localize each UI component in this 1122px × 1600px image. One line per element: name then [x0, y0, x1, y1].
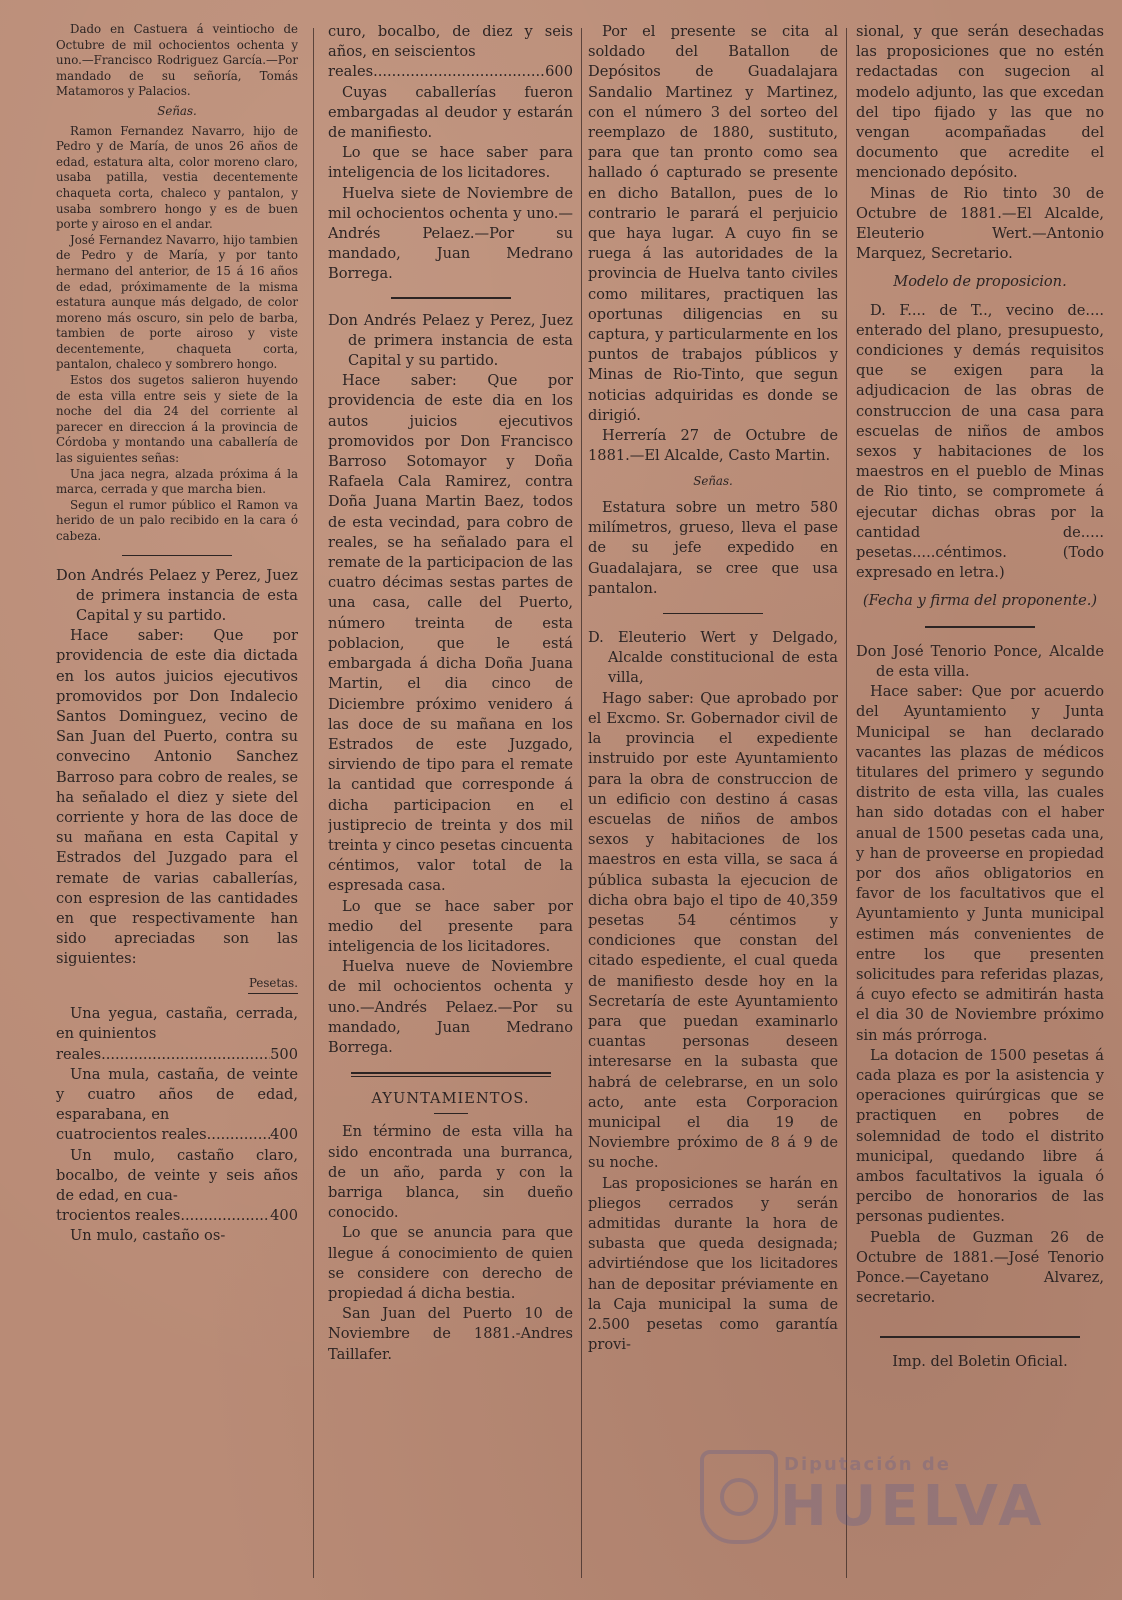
- notice-body: Hace saber: Que por providencia de este dia dictada en los autos juicios ejecutivos promovidos por Don Indalecio Santos Dominguez, vecino de San Juan del Puerto, contra su convecino Antonio Sanchez Barroso para cobro de reales, se ha señalado el diez y siete del corriente y hora de las doce de su mañana en esta Capital y Estrados del Juzgado para el remate de varias caballerías, con espresion de las cantidades en que respectivamente han sido apreciadas son las siguientes:: [56, 627, 298, 968]
- price-line: cuatrocientos reales ..... 400: [56, 1125, 298, 1145]
- description-paragraph: José Fernandez Navarro, hijo tambien de Pedro y de María, y por tanto hermano del anterior, de 15 á 16 años de edad, próximamente de la misma estatura aunque más delgado, de color moreno más oscuro, sin pelo de barba, tambien de porte airoso y viste decentemente, chaqueta corta, pantalon, chaleco y sombrero hongo.: [56, 232, 298, 372]
- section-heading: Señas.: [157, 103, 197, 118]
- notice-body: Lo que se hace saber por medio del presente para inteligencia de los licitadores.: [328, 897, 573, 955]
- notice-signature: Minas de Rio tinto 30 de Octubre de 1881.—El Alcalde, Eleuterio Wert.—Antonio Marquez, Secretario.: [856, 184, 1104, 263]
- separator: [351, 1072, 551, 1074]
- item-text: Una mula, castaña, de veinte y cuatro años de edad, esparabana, en: [56, 1065, 298, 1124]
- signature-placeholder: (Fecha y firma del proponente.): [862, 592, 1098, 610]
- description-paragraph: Ramon Fernandez Navarro, hijo de Pedro y de María, de unos 26 años de edad, estatura alta, color moreno claro, usaba patilla, vestia decentemente chaqueta corta, chaleco y pantalon, y usaba sombrero hongo y es de buen porte y airoso en el andar.: [56, 123, 298, 232]
- separator: [391, 297, 511, 299]
- notice-body: Estatura sobre un metro 580 milímetros, grueso, lleva el pase de su jefe expedido en Guadalajara, se cree que usa pantalon.: [588, 499, 838, 597]
- column-divider: [313, 28, 314, 1578]
- section-heading: Señas.: [693, 474, 733, 489]
- notice-header: Don José Tenorio Ponce, Alcalde de esta villa.: [856, 642, 1104, 680]
- separator: [925, 626, 1035, 628]
- notice-body: Lo que se hace saber para inteligencia de los licitadores.: [328, 144, 573, 182]
- column-label: Pesetas.: [248, 975, 298, 990]
- notice-body: La dotacion de 1500 pesetas á cada plaza es por la asistencia y operaciones quirúrgicas que se practiquen en pobres de solemnidad de todo el distrito municipal, quedando libre á ambos facultativos la iguala ó percibo de honorarios de las personas pudientes.: [856, 1046, 1104, 1226]
- item-text: Una yegua, castaña, cerrada, en quinientos: [56, 1005, 298, 1043]
- separator: [663, 613, 763, 614]
- column-2: [328, 22, 573, 1582]
- item-text: Un mulo, castaño os-: [70, 1227, 226, 1245]
- description-paragraph: Estos dos sugetos salieron huyendo de esta villa entre seis y siete de la noche del dia 24 del corriente al parecer en direccion á la provincia de Córdoba y montando una caballería de las siguientes señas:: [56, 373, 298, 466]
- notice-header: Don Andrés Pelaez y Perez, Juez de primera instancia de esta Capital y su partido.: [56, 566, 298, 624]
- separator: [880, 1336, 1080, 1338]
- notice-body: Hago saber: Que aprobado por el Excmo. Sr. Gobernador civil de la provincia el expediente instruido por este Ayuntamiento para la obra de construccion de un edificio con destino á casas escuelas de niños de ambos sexos y habitaciones de los maestros en esta villa, se saca á pública subasta la ejecucion de dicha obra bajo el tipo de 40,359 pesetas 54 céntimos y condiciones que constan del citado espediente, el cual queda de manifiesto desde hoy en la Secretaría de este Ayuntamiento para que puedan examinarlo cuantas personas deseen interesarse en la subasta que habrá de celebrarse, en un solo acto, ante esta Corporacion municipal el dia 19 de Noviembre próximo de 8 á 9 de su noche.: [588, 689, 838, 1172]
- closing-paragraph: Dado en Castuera á veintiocho de Octubre de mil ochocientos ochenta y uno.—Francisco Rodriguez García.—Por mandado de su señoría, Tomás Matamoros y Palacios.: [56, 22, 298, 99]
- watermark-logo: Diputación de HUELVA: [700, 1440, 1000, 1560]
- notice-body: Hace saber: Que por providencia de este dia en los autos juicios ejecutivos promovidos por Don Francisco Barroso Sotomayor y Doña Rafaela Cala Ramirez, contra Doña Juana Martin Baez, todos de esta vecindad, para cobro de reales, se ha señalado para el remate de la participacion de las cuatro décimas sestas partes de una casa, calle del Puerto, número treinta de esta poblacion, que le está embargada á dicha Doña Juana Martin, el dia cinco de Diciembre próximo venidero á las doce de su mañana en los Estrados de este Juzgado, sirviendo de tipo para el remate la cantidad que corresponde á dicha participacion en el justiprecio de treinta y dos mil treinta y cinco pesetas cincuenta céntimos, valor total de la espresada casa.: [328, 372, 573, 895]
- column-1: [56, 22, 298, 1582]
- notice-signature: Herrería 27 de Octubre de 1881.—El Alcalde, Casto Martin.: [588, 427, 838, 465]
- notice-signature: Huelva nueve de Noviembre de mil ochocientos ochenta y uno.—Andrés Pelaez.—Por su mandado, Juan Medrano Borrega.: [328, 958, 573, 1056]
- notice-signature: Huelva siete de Noviembre de mil ochocientos ochenta y uno.—Andrés Pelaez.—Por su mandado, Juan Medrano Borrega.: [328, 184, 573, 283]
- notice-body: Por el presente se cita al soldado del Batallon de Depósitos de Guadalajara Sandalio Martinez y Martinez, con el número 3 del sorteo del reemplazo de 1880, sustituto, para que tan pronto como sea hallado ó capturado se presente en dicho Batallon, pues de lo contrario le parará el perjuicio que haya lugar. A cuyo fin se ruega á las autoridades de la provincia de Huelva tanto civiles como militares, practiquen las oportunas diligencias en su captura, y particularmente en los puntos de trabajos públicos y Minas de Rio-Tinto, que segun noticias adquiridas es donde se dirigió.: [588, 23, 838, 424]
- notice-body: Hace saber: Que por acuerdo del Ayuntamiento y Junta Municipal se han declarado vacantes las plazas de médicos titulares del primero y segundo distrito de esta villa, las cuales han sido dotadas con el haber anual de 1500 pesetas cada una, y han de proveerse en propiedad por dos años obligatorios en favor de los facultativos que el Ayuntamiento y Junta municipal estimen más convenientes de entre los que presenten solicitudes para referidas plazas, á cuyo efecto se admitirán hasta el dia 30 de Noviembre próximo sin más prórroga.: [856, 683, 1104, 1044]
- price-line: reales. ..... 500: [56, 1045, 298, 1065]
- model-proposal: D. F.... de T.., vecino de.... enterado del plano, presupuesto, condiciones y demás requisitos que se exigen para la adjudicacion de las obras de construccion de una casa para escuelas de niños de ambos sexos y habitaciones de los maestros en el pueblo de Minas de Rio tinto, se compromete á ejecutar dichas obras por la cantidad de..... pesetas.....céntimos. (Todo expresado en letra.): [856, 301, 1104, 582]
- notice-signature: San Juan del Puerto 10 de Noviembre de 1881.-Andres Taillafer.: [328, 1305, 573, 1363]
- separator: [351, 1076, 551, 1077]
- notice-header: Don Andrés Pelaez y Perez, Juez de primera instancia de esta Capital y su partido.: [328, 311, 573, 370]
- notice-body: sional, y que serán desechadas las proposiciones que no estén redactadas con sugecion al modelo adjunto, las que excedan del tipo fijado y las que no vengan acompañadas del documento que acredite el mencionado depósito.: [856, 23, 1104, 182]
- price-line: reales ..... 600: [328, 62, 573, 82]
- description-paragraph: Una jaca negra, alzada próxima á la marca, cerrada y que marcha bien.: [56, 466, 298, 497]
- section-heading: Modelo de proposicion.: [893, 273, 1067, 291]
- notice-header: D. Eleuterio Wert y Delgado, Alcalde constitucional de esta villa,: [588, 629, 838, 687]
- separator: [122, 555, 232, 556]
- notice-body: Cuyas caballerías fueron embargadas al deudor y estarán de manifiesto.: [328, 83, 573, 142]
- notice-body: Las proposiciones se harán en pliegos cerrados y serán admitidas durante la hora de subasta que queda designada; advirtiéndose que los licitadores han de depositar préviamente en la Caja municipal la suma de 2.500 pesetas como garantía provi-: [588, 1174, 838, 1354]
- column-divider: [581, 28, 582, 1578]
- column-4: [856, 22, 1104, 1582]
- description-paragraph: Segun el rumor público el Ramon va herido de un palo recibido en la cara ó cabeza.: [56, 497, 298, 543]
- separator: [434, 1113, 468, 1114]
- notice-body: En término de esta villa ha sido encontrada una burranca, de un año, parda y con la barriga blanca, sin dueño conocido.: [328, 1123, 573, 1222]
- notice-body: Lo que se anuncia para que llegue á conocimiento de quien se considere con derecho de propiedad á dicha bestia.: [328, 1224, 573, 1302]
- notice-signature: Puebla de Guzman 26 de Octubre de 1881.—José Tenorio Ponce.—Cayetano Alvarez, secretario.: [856, 1228, 1104, 1307]
- item-text: curo, bocalbo, de diez y seis años, en seiscientos: [328, 23, 573, 61]
- column-3: [588, 22, 838, 1582]
- item-text: Un mulo, castaño claro, bocalbo, de veinte y seis años de edad, en cua-: [56, 1146, 298, 1205]
- coat-of-arms-icon: [700, 1450, 778, 1544]
- column-divider: [846, 28, 847, 1578]
- printer-imprint: Imp. del Boletin Oficial.: [892, 1353, 1068, 1371]
- section-heading: AYUNTAMIENTOS.: [371, 1090, 530, 1108]
- separator: [248, 993, 298, 994]
- price-line: trocientos reales ..... 400: [56, 1206, 298, 1226]
